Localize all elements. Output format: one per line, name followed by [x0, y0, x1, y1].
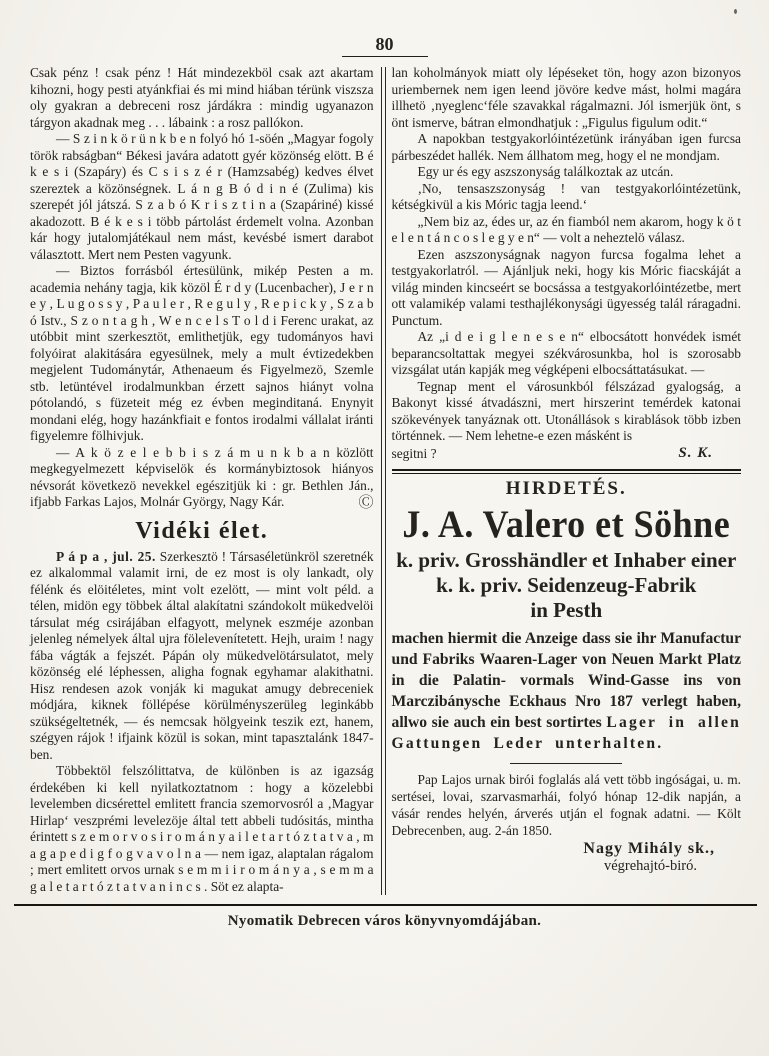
- section-separator-rule: [392, 469, 741, 474]
- advertiser-name: J. A. Valero et Söhne: [402, 501, 731, 546]
- paragraph: Egy ur és egy aszszonyság találkoztak az utcán.: [417, 164, 674, 179]
- paragraph: Tegnap ment el városunkból félszázad gyalogság, a Bakonyt kissé átvadászni, mert hirszerint temérdek katonai szökevények tanyáznak ott. Utonállások s kirablások több izben történnek. — Nem lehetne-e ezen másként is: [391, 378, 741, 443]
- paragraph: Csak pénz ! csak pénz ! Hát mindezekböl csak azt akartam kihozni, hogy pesti atyánkfiai és mi mind hiában térünk viszsza oly gyakran a debreceni rosz járdákra : mindig ugyanazon tárgyon akadnak meg . . . lábaink : a rosz pallókon.: [30, 65, 374, 130]
- page-number-block: [0, 0, 769, 57]
- column-divider-rule: [381, 67, 386, 895]
- paragraph: Az „i d e i g l e n e s e n“ elbocsátott honvédek ismét beparancsoltattak megyei székvárosunkba, hol is szorosabb vizsgálat után kapják meg végképeni elbocsáttatásukat. —: [391, 329, 741, 377]
- advertisement-body: [392, 628, 741, 754]
- page-number: 80: [342, 34, 428, 57]
- right-column: [392, 65, 741, 895]
- paragraph-text: — A k ö z e l e b b i s z á m u n k b a n közlött megkegyelmezett képviselök és kormánybiztosok hiányos névsorát következö nevekkel egészitjük ki : gr. Bethlen Ján., ifjabb Farkas Lajos, Molnár György, Nagy Kár.: [30, 444, 374, 509]
- paragraph-last-line: [392, 445, 741, 462]
- author-signature: S. K.: [678, 444, 713, 461]
- paragraph: Ezen aszszonyságnak nagyon furcsa fogalma lehet a testgyakorlatról. — Ajánljuk neki, hogy kis Móric fiacskáját a világ minden kincseért se bocsássa a testgyakorlóintézetbe, mert ott valamikép valami testhajlékonysági ügyesség talál ráragadni. Punctum.: [391, 246, 741, 328]
- footer-rule: [14, 904, 757, 906]
- paragraph: [30, 549, 374, 764]
- columns-container: [0, 57, 769, 895]
- section-title: Vidéki élet.: [135, 517, 269, 544]
- signer-title: végrehajtó-biró.: [603, 857, 697, 874]
- left-column: [30, 65, 374, 895]
- paragraph-text: Szerkesztö ! Társaséletünkröl szeretnék ez alkalommal valamit irni, de ez most is oly lankadt, oly félénk és elöitéletes, mint volt ezelött, — mint volt péld. a télen, midön egy többek által alakítatni szándokolt mükedvelöi társulat még csirájában elfagyott, melynek eszméje azonban jelenleg némelyek által ujra fölelevenítetett. Hejh, uraim ! nagy fába vágták a fejszét. Pápán oly mükedvelötársulatot, mely közönség elé léphessen, aligha fognak egyhamar alakithatni. Hisz rendesen azok vonják ki magukat amugy debreceniek módjára, kiknek föllépése körülményszerüleg leginkább szükségeltetnék, — és nemcsak hölgyeink teszik ezt, hanem, szégyen rájok ! ifjaink közül is sokan, mint tapasztalánk 1847-ben.: [30, 548, 374, 762]
- advertisement-section: [392, 478, 741, 875]
- scan-artifact: [734, 9, 737, 14]
- auction-notice: Pap Lajos urnak birói foglalás alá vett több ingóságai, u. m. sertései, lovai, szarvasmarhái, folyó hónap 12-dik napján, a vásár rendes helyén, árverés utján el fognak adatni. — Költ Debrecenben, aug. 2-án 1850.: [391, 771, 741, 838]
- paragraph: A napokban testgyakorlóintézetünk irányában igen furcsa párbeszédet hallék. Nem állhatom meg, hogy el ne mondjam.: [391, 131, 741, 163]
- paragraph-text: segitni ?: [391, 445, 437, 461]
- printer-mark-icon: Ⓒ: [358, 495, 374, 511]
- advertisement-header: HIRDETÉS.: [505, 477, 627, 499]
- dateline: P á p a , jul. 25.: [56, 548, 156, 564]
- paragraph: lan koholmányok miatt oly lépéseket tön, hogy azon bizonyos uriembernek nem igen leend jövöre kedve mást, holmi magára illhetö ‚nyeglenc‘féle szavakkal rágalmazni. Jól ismerjük önt, s önt ismerve, bátran elmondhatjuk : „Figulus figulum odit.“: [391, 65, 741, 130]
- ad-body-bold: Waaren-Lager: [479, 650, 578, 668]
- paragraph: ‚No, tensaszszonyság ! van testgyakorlóintézetünk, kétségkivül a kis Móric tagja leend.‘: [391, 180, 741, 212]
- advertiser-subtitle-3: in Pesth: [530, 597, 603, 622]
- signer-name: Nagy Mihály sk.,: [583, 839, 715, 857]
- paragraph: [30, 445, 374, 511]
- ad-body-spaced: Lager in allen Gattungen Leder unterhalten.: [391, 713, 741, 752]
- paragraph: „Nem biz az, édes ur, az én fiamból nem akarom, hogy k ö t e l e n t á n c o s l e g y e n“ — volt a neheztelö válasz.: [391, 213, 741, 245]
- paragraph: — Biztos forrásból értesülünk, mikép Pesten a m. academia nehány tagja, kik közöl É r d y (Lucenbacher), J e r n e y , L u g o s s y , P a u l e r , R e g u l y , R e p i c k y , S z a b ó Istv., S z o n t a g h , W e n c e l s T o l d i Ferenc urakat, az utóbbit mint szerkesztöt, emlithetjük, egy tudományos havi folyóirat alakitására egyesülnek, mely a mult évtizedekben megjelent Tudománytár, Athenaeum és Figyelmezö, Szemle stb. letüntével irodalmunkban érzett sajnos hiányt volna pótolandó, s füzeteit még ez évben meginditaná. Enynyit mondani elég, hogy hazánkfiait e fontos irodalmi vállalat iránti figyelemre fölhivjuk.: [30, 263, 374, 443]
- ad-body-text: von Neuen Markt Platz in die Palatin- vormals Wind-Gasse ins von Marczibánysche Eckhaus Nro 187 verlegt haben, allwo sie auch ein best sortirtes: [391, 650, 741, 731]
- imprint-line: Nyomatik Debrecen város könyvnyomdájában.: [227, 913, 542, 929]
- paragraph: — S z i n k ö r ü n k b e n folyó hó 1-söén „Magyar fogoly török rabságban“ Békesi javára adatott gyér közönség elött. B é k e s i (Szapáry) és C s i s z é r (Hamzsabég) kedves élvet szereztek a közönségnek. L á n g B ó d i n é (Zulima) kis szerepét jól játszá. S z a b ó K r i s z t i n a (Szapáriné) kissé akadozott. B é k e s i több pártolást érdemelt volna. Azonban kár hogy jutalomjátékaul nem mást, kevésbé ismert darabot választott. Mert nem Pesten vagyunk.: [30, 131, 374, 262]
- notice-separator-rule: [510, 763, 622, 764]
- paragraph: Többektöl felszólittatva, de különben is az igazság érdekében ki kell nyilatkoztatnom : hogy a közelebbi levelemben dicsérettel emlitett francia szemorvosról a ‚Magyar Hirlap‘ veszprémi levelezöje által tett abbeli tudósitás, mintha érintett s z e m o r v o s i r o m á n y a i l e t a r t ó z t a t v a , m a g a p e d i g f o g v a v o l n a — nem igaz, alaptalan rágalom ; mert emlitett orvos urnak s e m m i i r o m á n y a , s e m m a g a l e t a r t ó z t a t v a n i n c s . Söt ez alapta-: [30, 763, 374, 894]
- advertiser-subtitle-1: k. priv. Grosshändler et Inhaber einer: [396, 547, 737, 572]
- advertiser-subtitle-2: k. k. priv. Seidenzeug-Fabrik: [436, 572, 697, 597]
- ad-body-text: machen hiermit die Anzeige dass sie ihr Manufactur und Fabriks: [391, 629, 741, 668]
